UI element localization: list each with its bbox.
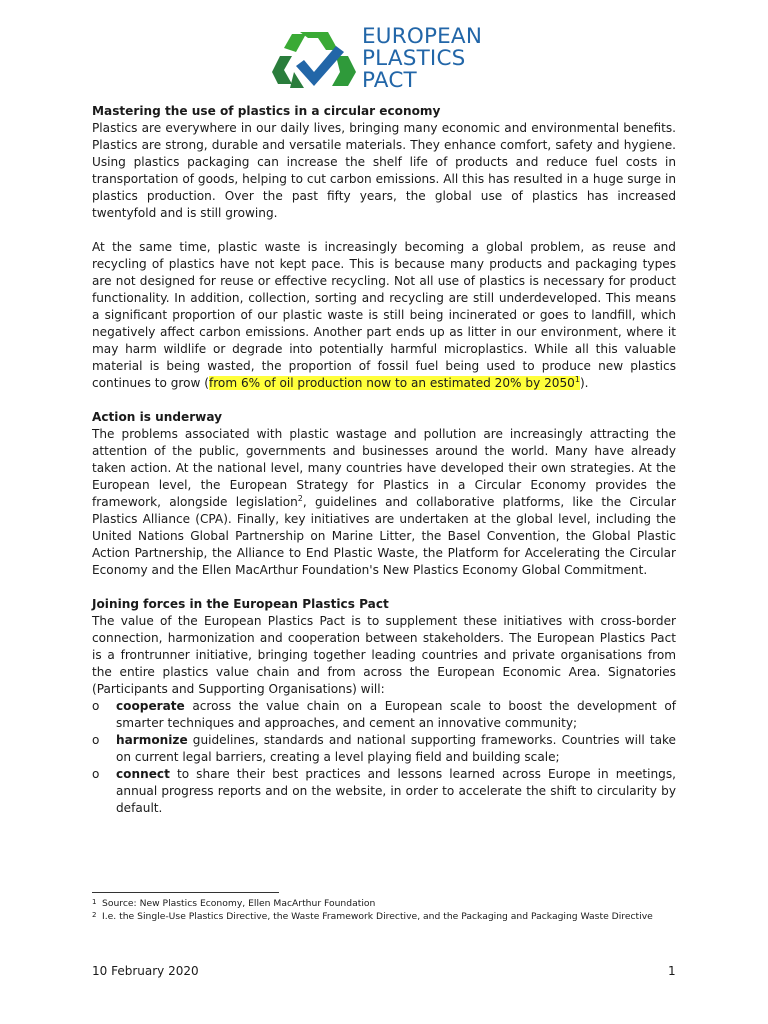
list-item-text: across the value chain on a European scale to boost the development of smarter techniques and approaches, and cement an innovative community; (116, 699, 676, 730)
logo-line-1: EUROPEAN (362, 24, 483, 49)
footnote-divider (92, 892, 279, 893)
bullet-marker: o (92, 733, 100, 747)
paragraph-plastic-waste-end: ). (579, 376, 589, 390)
list-item-text: guidelines, standards and national supporting frameworks. Countries will take on current legal barriers, creating a level playing field and building scale; (116, 733, 676, 764)
list-item-keyword: connect (116, 767, 170, 781)
section-heading-joining-forces: Joining forces in the European Plastics Pact (92, 597, 389, 611)
list-item-cooperate (92, 698, 676, 732)
bullet-marker: o (92, 699, 100, 713)
highlighted-oil-statistic (209, 376, 580, 390)
footnote-2 (92, 911, 676, 924)
list-item-connect (92, 766, 676, 817)
signatory-commitments-list (92, 698, 676, 817)
footnote-number: 1 (92, 898, 97, 906)
logo-line-2: PLASTICS (362, 46, 466, 71)
paragraph-action-text-a: The problems associated with plastic wastage and pollution are increasingly attracting the attention of the public, governments and businesses around the world. Many have already taken action. At the national level, many countries have developed their own strategies. At the European level, the European Strategy for Plastics in a Circular Economy provides the framework, alongside legislation (92, 427, 676, 509)
list-item-keyword: harmonize (116, 733, 188, 747)
section-heading-mastering: Mastering the use of plastics in a circular economy (92, 104, 441, 118)
highlight-text: from 6% of oil production now to an estimated 20% by 2050 (208, 376, 575, 390)
paragraph-joining-forces: The value of the European Plastics Pact is to supplement these initiatives with cross-border connection, harmonization and cooperation between stakeholders. The European Plastics Pact is a frontrunner initiative, bringing together leading countries and private organisations from the entire plastics value chain and from across the European Economic Area. Signatories (Participants and Supporting Organisations) will: (92, 614, 676, 696)
list-item-keyword: cooperate (116, 699, 185, 713)
recycle-check-icon (270, 26, 358, 92)
list-item-harmonize (92, 732, 676, 766)
paragraph-plastic-waste-text: At the same time, plastic waste is increasingly becoming a global problem, as reuse and recycling of plastics have not kept pace. This is because many products and packaging types are not designed for reuse or effective recycling. Not all use of plastics is necessary for product functionality. In addition, collection, sorting and recycling are still underdeveloped. This means a significant proportion of our plastic waste is still being incinerated or goes to landfill, which negatively affect carbon emissions. Another part ends up as litter in our environment, where it may harm wildlife or degrade into potentially harmful microplastics. While all this valuable material is being wasted, the proportion of fossil fuel being used to produce new plastics continues to grow ( (92, 240, 676, 390)
page-number: 1 (668, 964, 676, 978)
paragraph-action-text-b: , guidelines and collaborative platforms, like the Circular Plastics Alliance (CPA). Finally, key initiatives are undertaken at the global level, including the United Nations Global Partnership on Marine Litter, the Basel Convention, the Global Plastic Action Partnership, the Alliance to End Plastic Waste, the Platform for Accelerating the Circular Economy and the Ellen MacArthur Foundation's New Plastics Economy Global Commitment. (92, 495, 676, 577)
footnotes (92, 898, 676, 923)
logo-line-3: PACT (362, 68, 417, 93)
footnote-ref-1[interactable]: 1 (574, 374, 580, 384)
footnote-number: 2 (92, 910, 97, 919)
footnote-text: Source: New Plastics Economy, Ellen MacArthur Foundation (102, 898, 376, 909)
document-body (92, 103, 676, 817)
paragraph-plastic-waste (92, 239, 676, 392)
european-plastics-pact-logo (270, 26, 510, 96)
paragraph-action-underway (92, 426, 676, 579)
footnote-ref-2[interactable]: 2 (297, 493, 303, 503)
footnote-1 (92, 898, 676, 911)
logo-wordmark (362, 26, 482, 92)
section-heading-action: Action is underway (92, 410, 223, 424)
footnote-text: I.e. the Single-Use Plastics Directive, the Waste Framework Directive, and the Packaging and Packaging Waste Directive (102, 910, 653, 922)
bullet-marker: o (92, 767, 100, 781)
footer-date: 10 February 2020 (92, 964, 199, 978)
paragraph-plastics-everywhere: Plastics are everywhere in our daily lives, bringing many economic and environmental benefits. Plastics are strong, durable and versatile materials. They enhance comfort, safety and hygiene. Using plastics packaging can increase the shelf life of products and reduce fuel costs in transportation of goods, helping to cut carbon emissions. All this has resulted in a huge surge in plastics production. Over the past fifty years, the global use of plastics has increased twentyfold and is still growing. (92, 121, 676, 220)
list-item-text: to share their best practices and lessons learned across Europe in meetings, annual progress reports and on the website, in order to accelerate the shift to circularity by default. (116, 767, 676, 815)
